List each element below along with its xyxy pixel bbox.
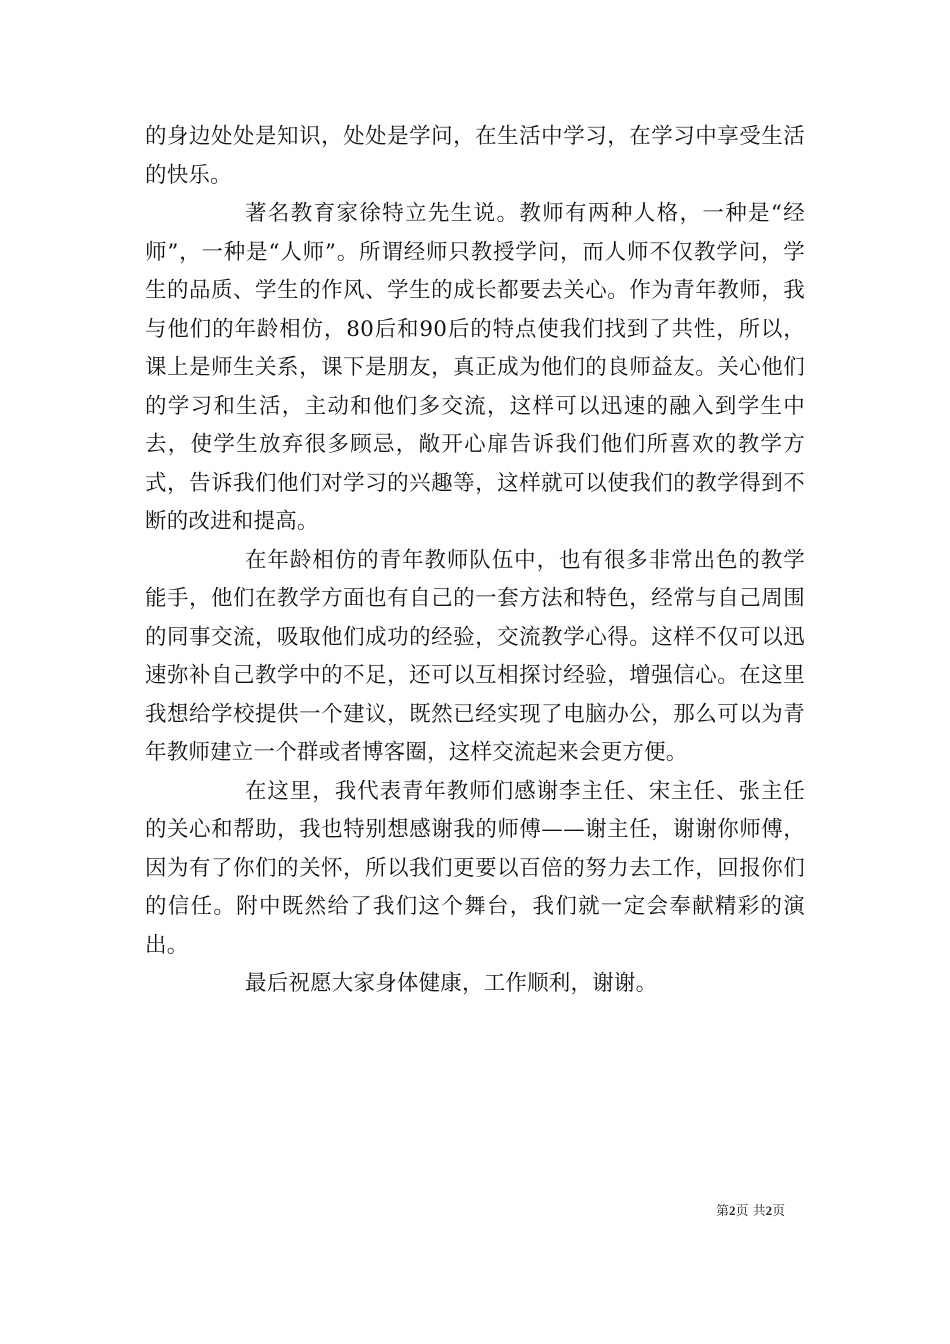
footer-suffix: 页 bbox=[772, 1204, 786, 1219]
paragraph-2: 著名教育家徐特立先生说。教师有两种人格，一种是“经师”，一种是“人师”。所谓经师只教授学问，而人师不仅教学问，学生的品质、学生的作风、学生的成长都要去关心。作为青年教师，我与他们的年龄相仿，80后和90后的特点使我们找到了共性，所以，课上是师生关系，课下是朋友，真正成为他们的良师益友。关心他们的学习和生活，主动和他们多交流，这样可以迅速的融入到学生中去，使学生放弃很多顾忌，敞开心扉告诉我们他们所喜欢的教学方式，告诉我们他们对学习的兴趣等，这样就可以使我们的教学得到不断的改进和提高。 bbox=[145, 201, 805, 534]
footer-middle: 页 共 bbox=[735, 1204, 766, 1219]
page-number-footer bbox=[716, 1203, 785, 1220]
document-body bbox=[145, 118, 805, 1004]
total-pages-number: 2 bbox=[765, 1203, 773, 1218]
paragraph-1: 的身边处处是知识，处处是学问，在生活中学习，在学习中享受生活的快乐。 bbox=[145, 124, 805, 188]
current-page-number: 2 bbox=[729, 1203, 736, 1218]
footer-prefix: 第 bbox=[716, 1204, 730, 1219]
paragraph-5: 最后祝愿大家身体健康，工作顺利，谢谢。 bbox=[245, 971, 658, 996]
paragraph-3: 在年龄相仿的青年教师队伍中，也有很多非常出色的教学能手，他们在教学方面也有自己的一套方法和特色，经常与自己周围的同事交流，吸取他们成功的经验，交流教学心得。这样不仅可以迅速弥补自己教学中的不足，还可以互相探讨经验，增强信心。在这里我想给学校提供一个建议，既然已经实现了电脑办公，那么可以为青年教师建立一个群或者博客圈，这样交流起来会更方便。 bbox=[145, 547, 805, 765]
paragraph-4: 在这里，我代表青年教师们感谢李主任、宋主任、张主任的关心和帮助，我也特别想感谢我的师傅——谢主任，谢谢你师傅，因为有了你们的关怀，所以我们更要以百倍的努力去工作，回报你们的信任。附中既然给了我们这个舞台，我们就一定会奉献精彩的演出。 bbox=[145, 778, 805, 958]
